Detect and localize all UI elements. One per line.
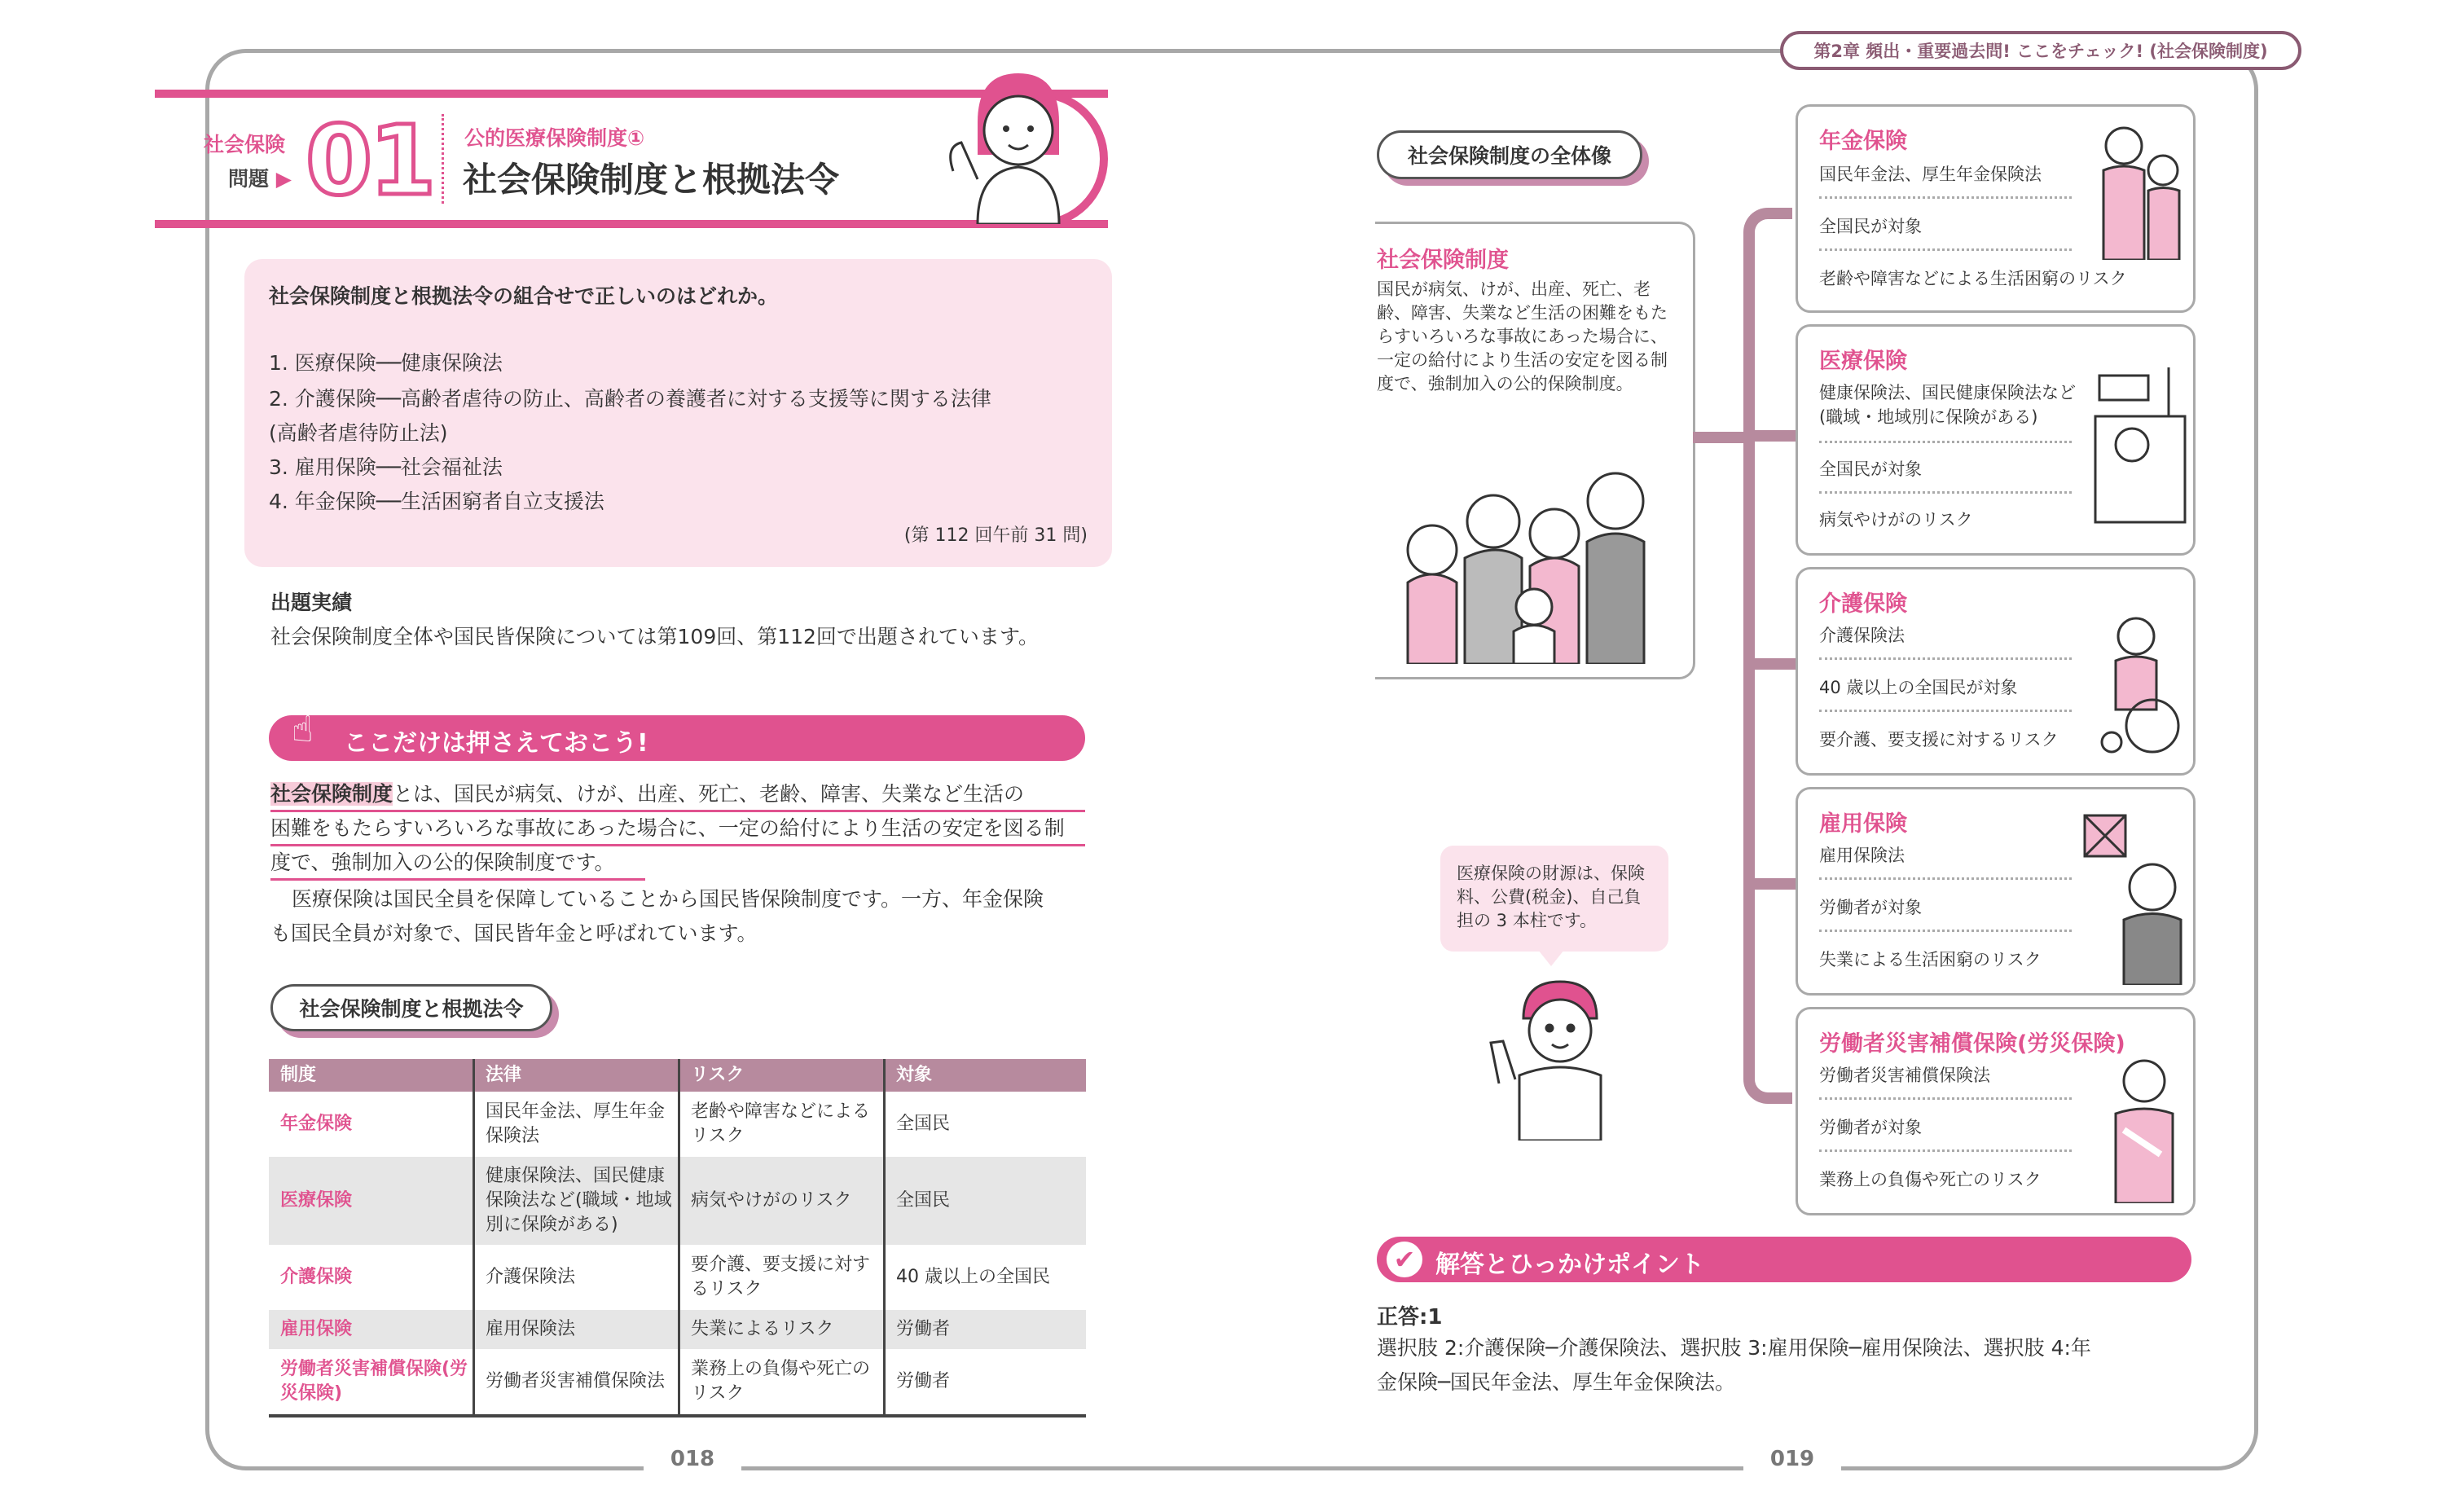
question-number: 01 [306,104,433,217]
key-point-line-3: 度で、強制加入の公的保険制度です。 [270,850,615,874]
overview-title: 社会保険制度の全体像 [1377,130,1642,179]
key-point-line-4: 医療保険は国民全員を保障していることから国民皆保険制度です。一方、年金保険 [292,887,1044,911]
title-block [155,90,1108,228]
history-heading: 出題実績 [270,591,353,614]
nurse-illustration [929,65,1092,224]
elderly-couple-illustration [2091,121,2189,260]
connector-trunk [1743,208,1792,1104]
card-workers-compensation: 労働者災害補償保険(労災保険) 労働者災害補償保険法 労働者が対象 業務上の負傷や死亡のリスク [1796,1007,2196,1215]
unemployed-worker-illustration [2083,814,2189,985]
overview-box [1375,222,1695,679]
male-nurse-illustration [1483,978,1613,1141]
answer-explanation-1: 選択肢 2:介護保険─介護保険法、選択肢 3:雇用保険─雇用保険法、選択肢 4:年 [1377,1336,2091,1360]
key-point-line-2: 困難をもたらすいろいろな事故にあった場合に、一定の給付により生活の安定を図る制 [270,816,1065,840]
category-label: 社会保険 [204,133,286,156]
subtitle: 公的医療保険制度① [464,126,645,150]
key-point-line-5: も国民全員が対象で、国民皆年金と呼ばれています。 [270,921,758,945]
question-source: (第 112 回午前 31 問) [903,525,1088,546]
pointing-hand-icon: ☝ [292,709,314,750]
question-box [244,259,1112,567]
key-point-banner: ☝ ここだけは押さえておこう! [269,715,1085,761]
wheelchair-illustration [2091,612,2189,758]
injured-worker-illustration [2099,1057,2189,1203]
chapter-header-tab [1780,31,2301,70]
option-2: 2. 介護保険──高齢者虐待の防止、高齢者の養護者に対する支援等に関する法律 [269,387,991,411]
card-pension: 年金保険 国民年金法、厚生年金保険法 全国民が対象 老齢や障害などによる生活困窮のリスク [1796,104,2196,313]
table-row: 医療保険 健康保険法、国民健康保険法など(職域・地域別に保険がある) 病気やけがのリスク 全国民 [269,1157,1086,1245]
table-section-title: 社会保険制度と根拠法令 [270,984,552,1031]
correct-answer: 正答:1 [1377,1305,1443,1330]
option-1: 1. 医療保険──健康保険法 [269,351,503,375]
history-text: 社会保険制度全体や国民皆保険については第109回、第112回で出題されています。 [270,625,1039,648]
right-page-number: 019 [1769,1447,1815,1471]
key-term: 社会保険制度 [270,782,393,806]
option-4: 4. 年金保険──生活困窮者自立支援法 [269,490,604,513]
option-2-cont: (高齢者虐待防止法) [269,421,448,445]
speech-bubble: 医療保険の財源は、保険料、公費(税金)、自己負担の 3 本柱です。 [1440,846,1668,952]
question-label: 問題 ▶ [228,167,292,191]
law-table [269,1059,1086,1409]
table-row: 労働者災害補償保険(労災保険) 労働者災害補償保険法 業務上の負傷や死亡のリスク 労働者 [269,1349,1086,1418]
card-medical: 医療保険 健康保険法、国民健康保険法など(職域・地域別に保険がある) 全国民が対象 病気やけがのリスク [1796,324,2196,556]
table-header-row: 制度 法律 リスク 対象 [269,1059,1086,1092]
page-title: 社会保険制度と根拠法令 [463,160,840,200]
overview-box-text: 国民が病気、けが、出産、死亡、老齢、障害、失業など生活の困難をもたらすいろいろな事故にあった場合に、一定の給付により生活の安定を図る制度で、強制加入の公的保険制度。 [1377,279,1668,393]
table-row: 年金保険 国民年金法、厚生年金保険法 老齢や障害などによるリスク 全国民 [269,1092,1086,1157]
key-point-line-1: 社会保険制度とは、国民が病気、けが、出産、死亡、老齢、障害、失業など生活の [270,782,1025,806]
check-icon: ✔ [1387,1242,1422,1277]
card-care: 介護保険 介護保険法 40 歳以上の全国民が対象 要介護、要支援に対するリスク [1796,567,2196,776]
family-illustration [1391,428,1668,664]
table-row: 雇用保険 雇用保険法 失業によるリスク 労働者 [269,1310,1086,1349]
table-row: 介護保険 介護保険法 要介護、要支援に対するリスク 40 歳以上の全国民 [269,1245,1086,1310]
question-prompt: 社会保険制度と根拠法令の組合せで正しいのはどれか。 [269,284,779,308]
answer-explanation-2: 金保険─国民年金法、厚生年金保険法。 [1377,1370,1736,1394]
option-3: 3. 雇用保険──社会福祉法 [269,455,503,479]
left-page-number: 018 [670,1447,715,1471]
answer-banner: ✔ 解答とひっかけポイント [1377,1237,2191,1282]
chapter-header-text: 第2章 頻出・重要過去問! ここをチェック! (社会保険制度) [1813,42,2268,61]
card-employment: 雇用保険 雇用保険法 労働者が対象 失業による生活困窮のリスク [1796,787,2196,996]
hospital-bed-illustration [2091,367,2189,530]
overview-box-title: 社会保険制度 [1377,248,1509,273]
